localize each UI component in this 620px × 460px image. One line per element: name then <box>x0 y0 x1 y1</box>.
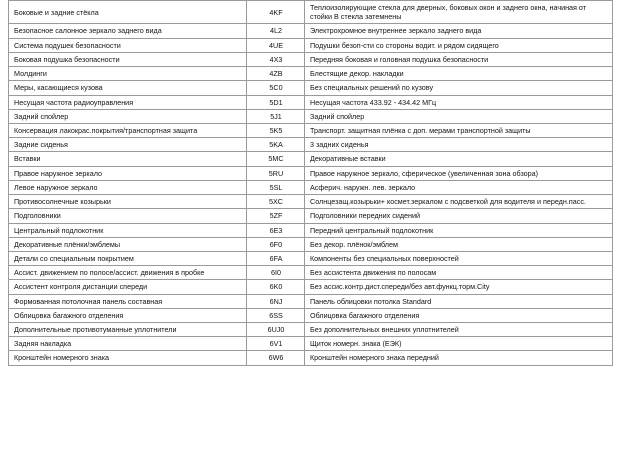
table-row <box>9 52 613 66</box>
option-name: Противосолнечные козырьки <box>9 195 247 209</box>
option-description: Без специальных решений по кузову <box>305 81 613 95</box>
table-row <box>9 351 613 365</box>
option-name: Безопасное салонное зеркало заднего вида <box>9 24 247 38</box>
option-description: Компоненты без специальных поверхностей <box>305 251 613 265</box>
option-description: Подголовники передних сидений <box>305 209 613 223</box>
option-name: Декоративные плёнки/эмблемы <box>9 237 247 251</box>
option-name: Центральный подлокотник <box>9 223 247 237</box>
option-description: Передняя боковая и головная подушка безопасности <box>305 52 613 66</box>
option-description: Транспорт. защитная плёнка с доп. мерами транспортной защиты <box>305 123 613 137</box>
table-row <box>9 337 613 351</box>
option-code: 5J1 <box>247 109 305 123</box>
option-code: 6V1 <box>247 337 305 351</box>
option-name: Левое наружное зеркало <box>9 180 247 194</box>
option-name: Ассистент контроля дистанции спереди <box>9 280 247 294</box>
option-description: Асферич. наружн. лев. зеркало <box>305 180 613 194</box>
option-name: Дополнительные противотуманные уплотнители <box>9 323 247 337</box>
option-description: 3 задних сиденья <box>305 138 613 152</box>
option-name: Вставки <box>9 152 247 166</box>
option-name: Задний спойлер <box>9 109 247 123</box>
table-row <box>9 308 613 322</box>
option-code: 6E3 <box>247 223 305 237</box>
table-row <box>9 251 613 265</box>
option-name: Боковая подушка безопасности <box>9 52 247 66</box>
table-row <box>9 223 613 237</box>
option-code: 5K5 <box>247 123 305 137</box>
option-code: 6F0 <box>247 237 305 251</box>
table-body <box>9 1 613 366</box>
option-code: 5C0 <box>247 81 305 95</box>
option-description: Правое наружное зеркало, сферическое (увеличенная зона обзора) <box>305 166 613 180</box>
option-description: Электрохромное внутреннее зеркало заднего вида <box>305 24 613 38</box>
option-name: Формованная потолочная панель составная <box>9 294 247 308</box>
table-row <box>9 138 613 152</box>
option-code: 5ZF <box>247 209 305 223</box>
option-code: 5SL <box>247 180 305 194</box>
option-name: Ассист. движением по полосе/ассист. движения в пробке <box>9 266 247 280</box>
option-code: 5XC <box>247 195 305 209</box>
option-name: Боковые и задние стёкла <box>9 1 247 24</box>
option-name: Подголовники <box>9 209 247 223</box>
option-description: Солнцезащ.козырьки+ космет.зеркалом с подсветкой для водителя и передн.пасс. <box>305 195 613 209</box>
option-code: 6NJ <box>247 294 305 308</box>
table-row <box>9 95 613 109</box>
option-description: Задний спойлер <box>305 109 613 123</box>
option-code: 6UJ0 <box>247 323 305 337</box>
option-description: Без декор. плёнок/эмблем <box>305 237 613 251</box>
option-code: 5D1 <box>247 95 305 109</box>
option-name: Несущая частота радиоуправления <box>9 95 247 109</box>
table-row <box>9 152 613 166</box>
option-code: 4UE <box>247 38 305 52</box>
option-code: 4KF <box>247 1 305 24</box>
option-code: 6FA <box>247 251 305 265</box>
table-row <box>9 24 613 38</box>
table-row <box>9 81 613 95</box>
table-row <box>9 323 613 337</box>
option-description: Теплоизолирующие стекла для дверных, боковых окон и заднего окна, начиная от стойки B стекла затемнены <box>305 1 613 24</box>
option-description: Несущая частота 433.92 - 434.42 МГц <box>305 95 613 109</box>
option-description: Облицовка багажного отделения <box>305 308 613 322</box>
option-description: Кронштейн номерного знака передний <box>305 351 613 365</box>
option-name: Детали со специальным покрытием <box>9 251 247 265</box>
option-code: 5MC <box>247 152 305 166</box>
option-code: 6SS <box>247 308 305 322</box>
option-name: Задняя накладка <box>9 337 247 351</box>
vehicle-options-table <box>8 0 613 366</box>
option-code: 6W6 <box>247 351 305 365</box>
table-row <box>9 266 613 280</box>
table-row <box>9 109 613 123</box>
table-row <box>9 294 613 308</box>
option-description: Блестящие декор. накладки <box>305 67 613 81</box>
table-row <box>9 166 613 180</box>
option-name: Правое наружное зеркало <box>9 166 247 180</box>
option-description: Без ассис.контр.дист.спереди/без авт.функц.торм.City <box>305 280 613 294</box>
table-row <box>9 123 613 137</box>
table-row <box>9 280 613 294</box>
option-name: Меры, касающиеся кузова <box>9 81 247 95</box>
option-code: 4ZB <box>247 67 305 81</box>
option-description: Панель облицовки потолка Standard <box>305 294 613 308</box>
table-row <box>9 209 613 223</box>
option-code: 6I0 <box>247 266 305 280</box>
option-code: 6K0 <box>247 280 305 294</box>
option-name: Консервация лакокрас.покрытия/транспортная защита <box>9 123 247 137</box>
option-name: Система подушек безопасности <box>9 38 247 52</box>
table-row <box>9 195 613 209</box>
option-description: Без ассистента движения по полосам <box>305 266 613 280</box>
option-name: Кронштейн номерного знака <box>9 351 247 365</box>
option-description: Щиток номерн. знака (ЕЭК) <box>305 337 613 351</box>
option-name: Облицовка багажного отделения <box>9 308 247 322</box>
option-name: Молдинги <box>9 67 247 81</box>
table-row <box>9 38 613 52</box>
option-name: Задние сиденья <box>9 138 247 152</box>
option-code: 4X3 <box>247 52 305 66</box>
option-description: Подушки безоп-сти со стороны водит. и рядом сидящего <box>305 38 613 52</box>
option-code: 4L2 <box>247 24 305 38</box>
option-code: 5RU <box>247 166 305 180</box>
table-row <box>9 67 613 81</box>
option-description: Без дополнительных внешних уплотнителей <box>305 323 613 337</box>
table-row <box>9 180 613 194</box>
option-description: Передний центральный подлокотник <box>305 223 613 237</box>
table-row <box>9 237 613 251</box>
table-row <box>9 1 613 24</box>
option-description: Декоративные вставки <box>305 152 613 166</box>
option-code: 5KA <box>247 138 305 152</box>
